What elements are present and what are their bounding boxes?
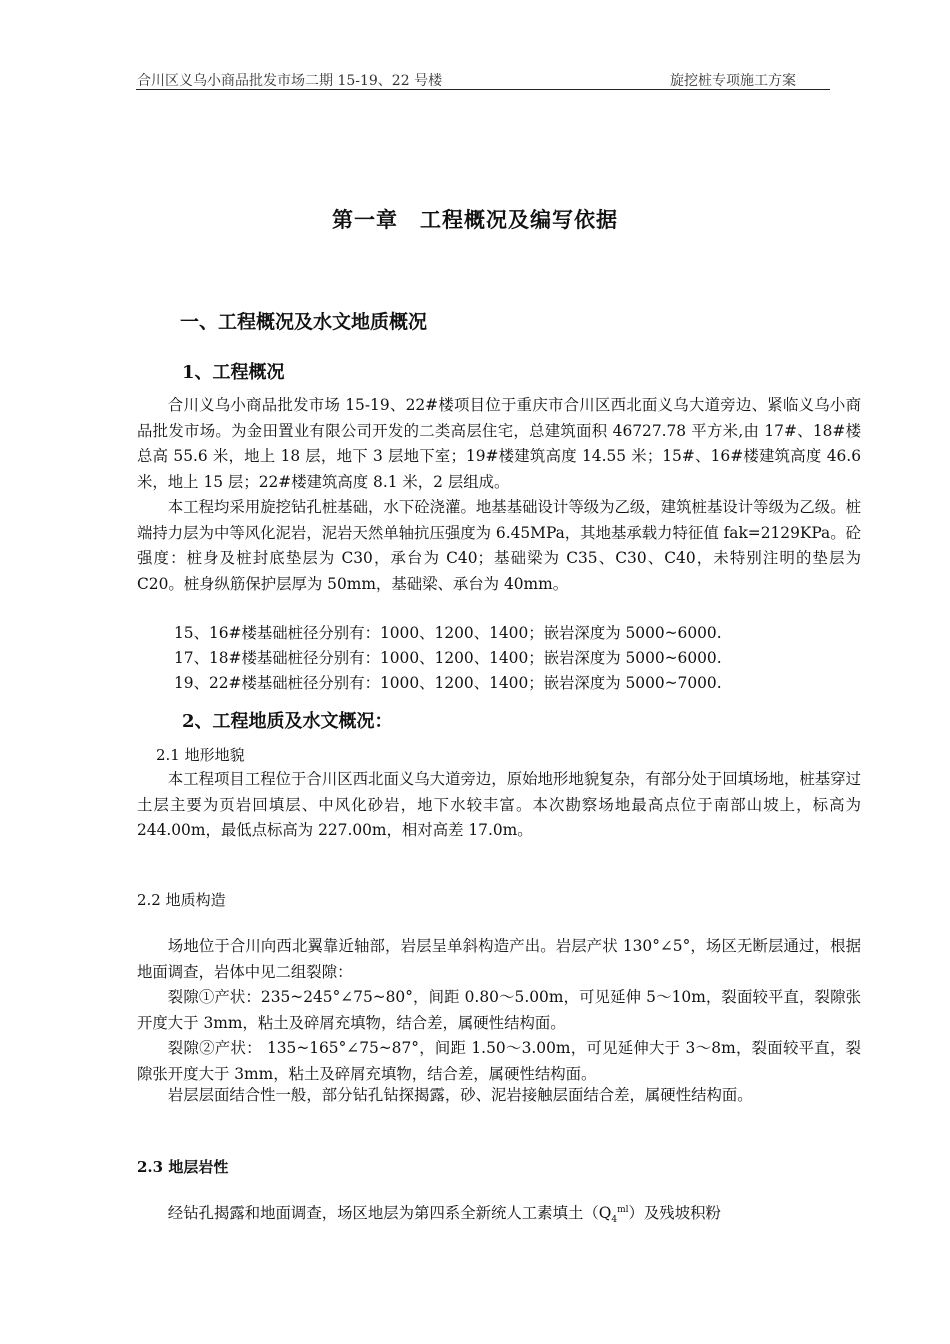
stratum-paragraph: 经钻孔揭露和地面调查，场区地层为第四系全新统人工素填土$(Q_4^{ml})$及残坡积粉 xyxy=(167,1204,721,1226)
topography-paragraph: 本工程项目工程位于合川区西北面义乌大道旁边，原始地形地貌复杂，有部分处于回填场地，桩基穿过土层主要为页岩回填层、中风化砂岩，地下水较丰富。本次勘察场地最高点位于南部山坡上，标高为 244.00m，最低点标高为 227.00m，相对高差 17.0m。 xyxy=(137,770,861,839)
structure-paragraph-4: 岩层层面结合性一般，部分钻孔钻探揭露，砂、泥岩接触层面结合差，属硬性结构面。 xyxy=(167,1086,753,1104)
overview-paragraph-1: 合川义乌小商品批发市场 15-19、22#楼项目位于重庆市合川区西北面义乌大道旁边、紧临义乌小商品批发市场。为金田置业有限公司开发的二类高层住宅，总建筑面积 46727.78 平方米,由 17#、18#楼总高 55.6 米，地上 18 层，地下 3 层地下室；19#楼建筑高度 14.55 米；15#、16#楼建筑高度 46.6 米，地上 15 层；22#楼建筑高度 8.1 米，2 层组成。 xyxy=(137,396,861,491)
structure-paragraph-3: 裂隙②产状： 135~165°∠75~87°，间距 1.50～3.00m，可见延伸大于 3～8m，裂面较平直，裂隙张开度大于 3mm，粘土及碎屑充填物，结合差，属硬性结构面。 xyxy=(137,1039,861,1083)
subsection-heading-geology: 2、工程地质及水文概况： xyxy=(182,711,393,732)
geologic-structure-title: 2.2 地质构造 xyxy=(137,891,226,909)
structure-paragraph-2: 裂隙①产状：235~245°∠75~80°，间距 0.80～5.00m，可见延伸 5～10m，裂面较平直，裂隙张开度大于 3mm，粘土及碎屑充填物，结合差，属硬性结构面。 xyxy=(137,988,861,1032)
section-heading: 一、工程概况及水文地质概况 xyxy=(180,311,428,333)
header-rule xyxy=(136,89,830,90)
header-project-name: 合川区义乌小商品批发市场二期 15-19、22 号楼 xyxy=(137,73,443,89)
pile-diameter-item: 17、18#楼基础桩径分别有：1000、1200、1400；嵌岩深度为 5000~6000. xyxy=(174,649,722,667)
subsection-heading-overview: 1、工程概况 xyxy=(182,362,285,383)
structure-paragraph-1: 场地位于合川向西北翼靠近轴部，岩层呈单斜构造产出。岩层产状 130°∠5°，场区无断层通过，根据地面调查，岩体中见二组裂隙： xyxy=(137,937,861,981)
pile-diameter-item: 15、16#楼基础桩径分别有：1000、1200、1400；嵌岩深度为 5000~6000. xyxy=(174,624,722,642)
overview-paragraph-2: 本工程均采用旋挖钻孔桩基础，水下砼浇灌。地基基础设计等级为乙级，建筑桩基设计等级为乙级。桩端持力层为中等风化泥岩，泥岩天然单轴抗压强度为 6.45MPa，其地基承载力特征值 fak=2129KPa。砼强度：桩身及桩封底垫层为 C30，承台为 C40；基础梁为 C35、C30、C40，未特别注明的垫层为 C20。桩身纵筋保护层厚为 50mm，基础梁、承台为 40mm。 xyxy=(137,498,861,593)
topography-title: 2.1 地形地貌 xyxy=(156,746,245,764)
pile-diameter-item: 19、22#楼基础桩径分别有：1000、1200、1400；嵌岩深度为 5000~7000. xyxy=(174,674,722,692)
header-document-title: 旋挖桩专项施工方案 xyxy=(670,73,796,89)
chapter-title: 第一章 工程概况及编写依据 xyxy=(332,207,618,232)
stratum-lithology-title: 2.3 地层岩性 xyxy=(137,1158,229,1176)
